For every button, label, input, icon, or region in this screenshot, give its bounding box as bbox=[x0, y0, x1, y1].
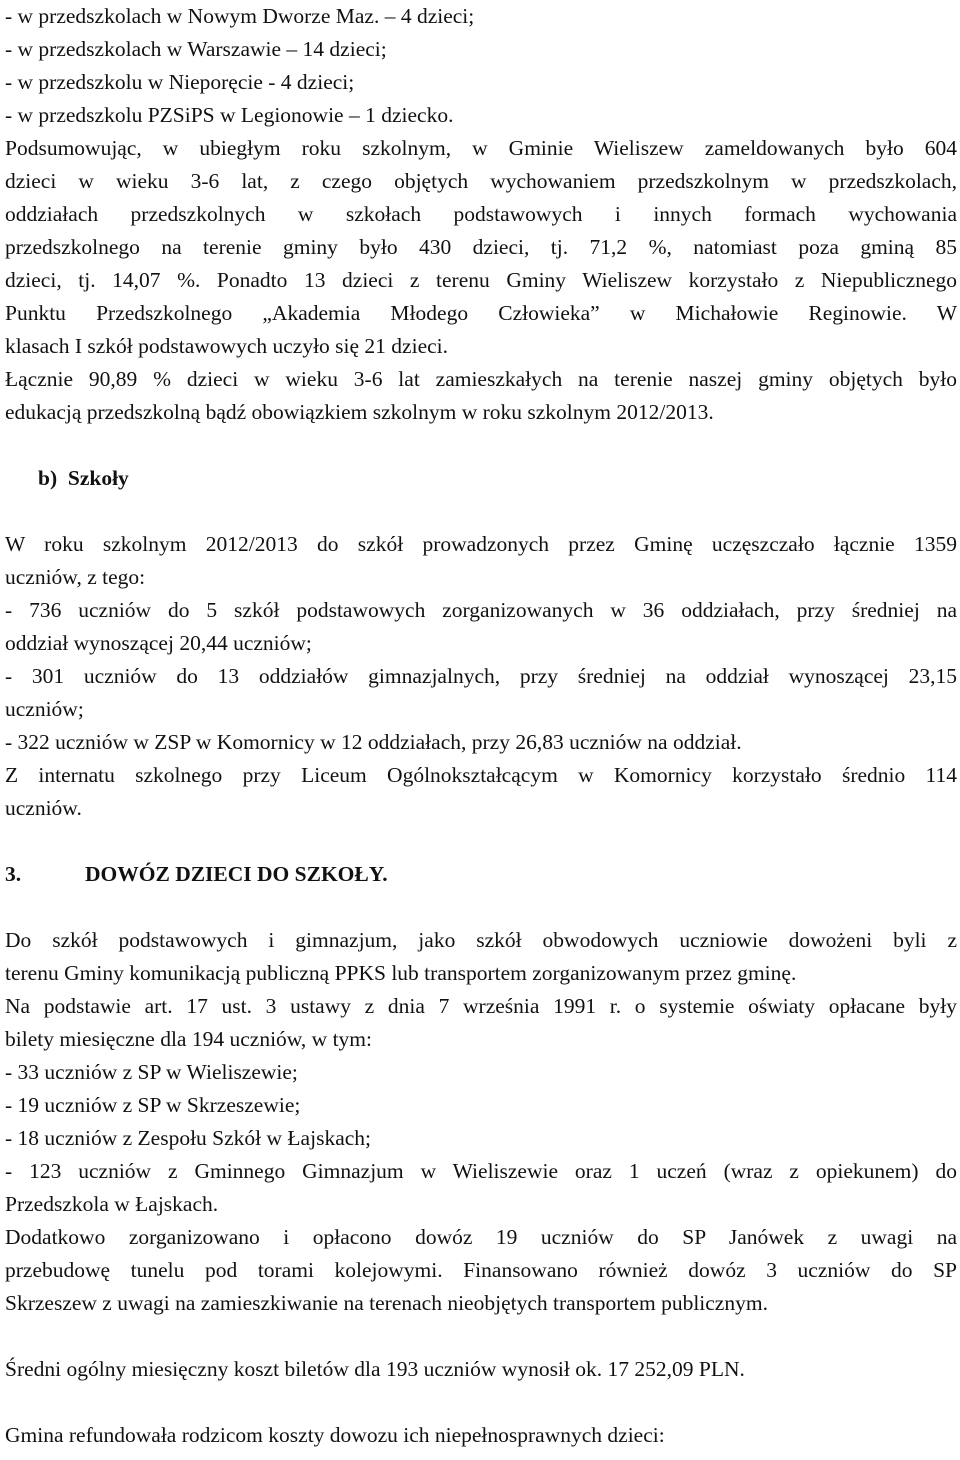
list-item: - w przedszkolach w Warszawie – 14 dzieci; bbox=[5, 37, 387, 61]
paragraph-line: Na podstawie art. 17 ust. 3 ustawy z dnia 7 września 1991 r. o systemie oświaty opłacane były bbox=[5, 994, 957, 1018]
paragraph-line: klasach I szkół podstawowych uczyło się 21 dzieci. bbox=[5, 334, 449, 358]
section-title: DOWÓZ DZIECI DO SZKOŁY. bbox=[85, 862, 388, 886]
paragraph-line: oddział wynoszącej 20,44 uczniów; bbox=[5, 631, 312, 655]
paragraph-line: Do szkół podstawowych i gimnazjum, jako szkół obwodowych uczniowie dowożeni byli z bbox=[5, 928, 957, 952]
paragraph-line: edukacją przedszkolną bądź obowiązkiem szkolnym w roku szkolnym 2012/2013. bbox=[5, 400, 714, 424]
paragraph-line: - 736 uczniów do 5 szkół podstawowych zorganizowanych w 36 oddziałach, przy średniej na bbox=[5, 598, 957, 622]
list-item: - w przedszkolach w Nowym Dworze Maz. – 4 dzieci; bbox=[5, 4, 475, 28]
refund-sentence: Gmina refundowała rodzicom koszty dowozu ich niepełnosprawnych dzieci: bbox=[5, 1423, 665, 1447]
paragraph-line: Dodatkowo zorganizowano i opłacono dowóz 19 uczniów do SP Janówek z uwagi na bbox=[5, 1225, 957, 1249]
paragraph-line: Podsumowując, w ubiegłym roku szkolnym, w Gminie Wieliszew zameldowanych było 604 bbox=[5, 136, 957, 160]
paragraph-line: uczniów; bbox=[5, 697, 84, 721]
paragraph-line: Łącznie 90,89 % dzieci w wieku 3-6 lat zamieszkałych na terenie naszej gminy objętych było bbox=[5, 367, 957, 391]
list-item: - 18 uczniów z Zespołu Szkół w Łajskach; bbox=[5, 1126, 372, 1150]
paragraph-line: Z internatu szkolnego przy Liceum Ogólnokształcącym w Komornicy korzystało średnio 114 bbox=[5, 763, 957, 787]
document-page bbox=[5, 0, 957, 1452]
section-number: 3. bbox=[5, 862, 22, 886]
paragraph-line: przebudowę tunelu pod torami kolejowymi. Finansowano również dowóz 3 uczniów do SP bbox=[5, 1258, 957, 1282]
paragraph-line: - 322 uczniów w ZSP w Komornicy w 12 oddziałach, przy 26,83 uczniów na oddział. bbox=[5, 730, 742, 754]
paragraph-line: bilety miesięczne dla 194 uczniów, w tym: bbox=[5, 1027, 372, 1051]
list-item: - w przedszkolu w Nieporęcie - 4 dzieci; bbox=[5, 70, 355, 94]
spacer bbox=[5, 825, 957, 858]
paragraph-line: W roku szkolnym 2012/2013 do szkół prowadzonych przez Gminę uczęszczało łącznie 1359 bbox=[5, 532, 957, 556]
schools-paragraph bbox=[5, 528, 957, 825]
paragraph-line: Przedszkola w Łajskach. bbox=[5, 1192, 219, 1216]
spacer bbox=[5, 1386, 957, 1419]
section-3-heading bbox=[5, 858, 957, 891]
spacer bbox=[5, 1320, 957, 1353]
list-item: - 33 uczniów z SP w Wieliszewie; bbox=[5, 1060, 298, 1084]
section-b-heading: b) Szkoły bbox=[38, 466, 129, 490]
kindergarten-list bbox=[5, 0, 957, 132]
paragraph-line: terenu Gminy komunikacją publiczną PPKS lub transportem zorganizowanym przez gminę. bbox=[5, 961, 797, 985]
total-paragraph bbox=[5, 363, 957, 429]
list-item: - 123 uczniów z Gminnego Gimnazjum w Wieliszewie oraz 1 uczeń (wraz z opiekunem) do bbox=[5, 1159, 957, 1183]
paragraph-line: przedszkolnego na terenie gminy było 430 dzieci, tj. 71,2 %, natomiast poza gminą 85 bbox=[5, 235, 957, 259]
spacer bbox=[5, 495, 957, 528]
paragraph-line: dzieci w wieku 3-6 lat, z czego objętych wychowaniem przedszkolnym w przedszkolach, bbox=[5, 169, 957, 193]
paragraph-line: Punktu Przedszkolnego „Akademia Młodego Człowieka” w Michałowie Reginowie. W bbox=[5, 301, 957, 325]
paragraph-line: uczniów, z tego: bbox=[5, 565, 146, 589]
list-item: - w przedszkolu PZSiPS w Legionowie – 1 dziecko. bbox=[5, 103, 454, 127]
summary-paragraph bbox=[5, 132, 957, 363]
paragraph-line: dzieci, tj. 14,07 %. Ponadto 13 dzieci z terenu Gminy Wieliszew korzystało z Niepublicznego bbox=[5, 268, 957, 292]
paragraph-line: oddziałach przedszkolnych w szkołach podstawowych i innych formach wychowania bbox=[5, 202, 957, 226]
spacer bbox=[5, 891, 957, 924]
paragraph-line: - 301 uczniów do 13 oddziałów gimnazjalnych, przy średniej na oddział wynoszącej 23,15 bbox=[5, 664, 957, 688]
paragraph-line: Skrzeszew z uwagi na zamieszkiwanie na terenach nieobjętych transportem publicznym. bbox=[5, 1291, 768, 1315]
spacer bbox=[5, 429, 957, 462]
paragraph-line: uczniów. bbox=[5, 796, 82, 820]
cost-sentence: Średni ogólny miesięczny koszt biletów dla 193 uczniów wynosił ok. 17 252,09 PLN. bbox=[5, 1357, 745, 1381]
list-item: - 19 uczniów z SP w Skrzeszewie; bbox=[5, 1093, 301, 1117]
transport-paragraph bbox=[5, 924, 957, 1320]
